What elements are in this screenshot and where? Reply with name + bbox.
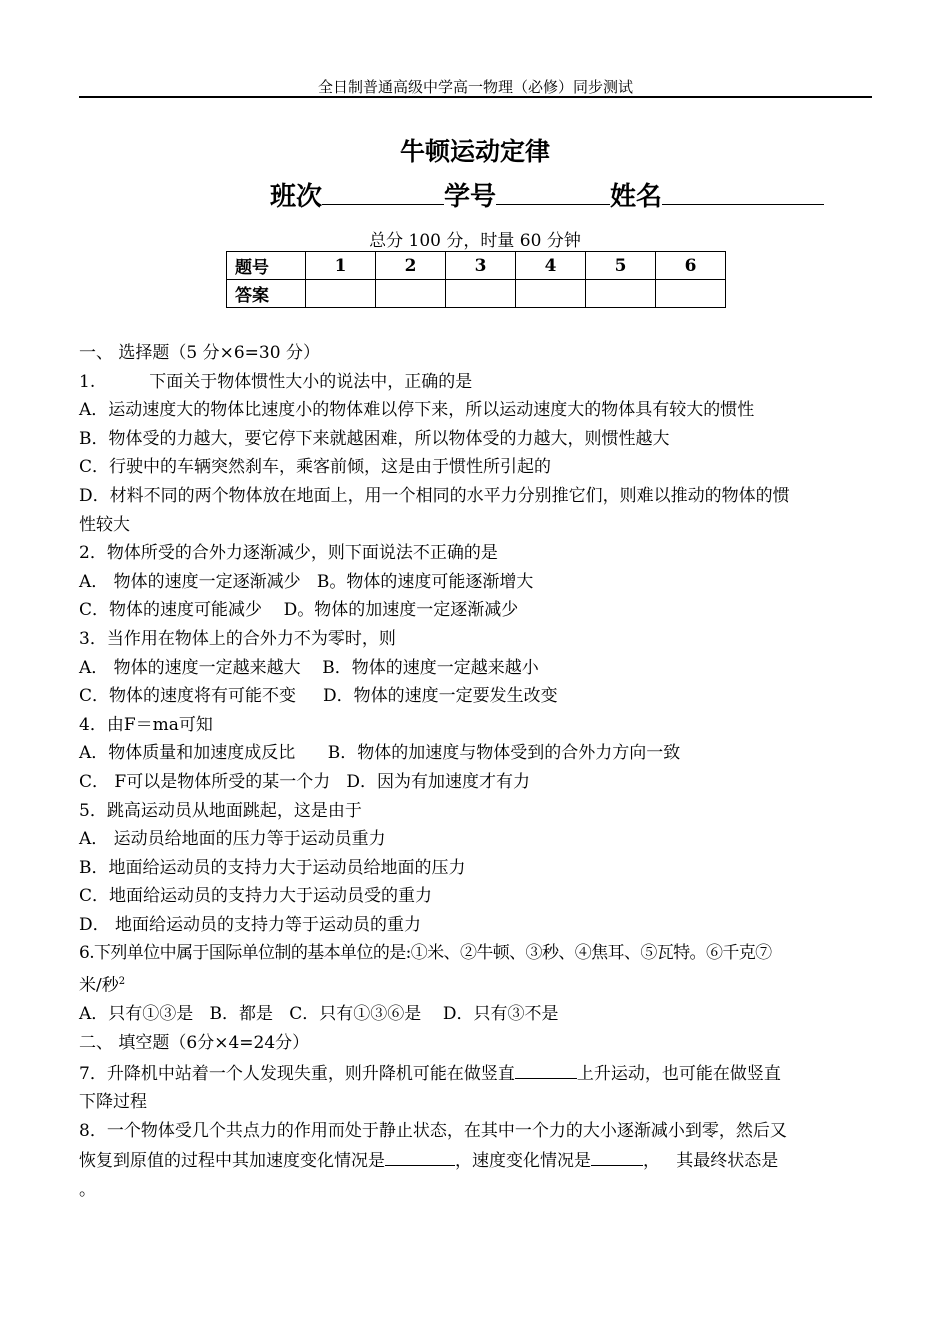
q1-option-b: B．物体受的力越大，要它停下来就越困难，所以物体受的力越大，则惯性越大 — [79, 428, 670, 449]
answer-cell — [446, 280, 516, 308]
q6-options: A．只有①③是 B．都是 C．只有①③⑥是 D．只有③不是 — [79, 1004, 559, 1025]
q6-stem-cont — [79, 968, 879, 1000]
q6-stem: 6.下列单位中属于国际单位制的基本单位的是:①米、②牛顿、③秒、④焦耳、⑤瓦特。⑥千克⑦ — [79, 943, 772, 964]
q1-option-c: C．行驶中的车辆突然刹车，乘客前倾，这是由于惯性所引起的 — [79, 457, 552, 478]
q3-options-ab: A． 物体的速度一定越来越大 B．物体的速度一定越来越小 — [79, 657, 539, 678]
student-info-row — [270, 176, 824, 213]
q7-blank — [515, 1058, 577, 1079]
question-number: 1 — [306, 252, 376, 280]
score-time-line: 总分 100 分，时量 60 分钟 — [369, 231, 581, 251]
q4-options-ab: A．物体质量和加速度成反比 B．物体的加速度与物体受到的合外力方向一致 — [79, 743, 681, 764]
answer-cell — [586, 280, 656, 308]
q6-unit: 米/秒 — [79, 975, 119, 996]
q8-text-a: 恢复到原值的过程中其加速度变化情况是 — [79, 1151, 385, 1172]
student-name-blank — [662, 178, 824, 205]
question-number: 3 — [446, 252, 516, 280]
student-name-label: 姓名 — [610, 182, 663, 212]
q1-option-d-cont: 性较大 — [79, 514, 130, 535]
answer-cell — [306, 280, 376, 308]
section-heading: 一、 选择题（5 分×6=30 分） — [79, 343, 320, 363]
q4-stem: 4．由F＝ma可知 — [79, 714, 213, 735]
q2-stem: 2．物体所受的合外力逐渐减少，则下面说法不正确的是 — [79, 543, 498, 564]
q8-text-b: ，速度变化情况是 — [455, 1151, 591, 1172]
q8-line2 — [79, 1145, 879, 1176]
class-label: 班次 — [270, 182, 323, 212]
student-id-label: 学号 — [444, 182, 497, 212]
q1-option-a: A．运动速度大的物体比速度小的物体难以停下来，所以运动速度大的物体具有较大的惯性 — [79, 400, 755, 421]
q1-stem: 1. 下面关于物体惯性大小的说法中，正确的是 — [79, 371, 473, 392]
header-rule — [79, 96, 872, 98]
q5-option-d: D． 地面给运动员的支持力等于运动员的重力 — [79, 914, 422, 935]
answer-table-row-numbers — [227, 252, 726, 280]
q8-text-c: ， 其最终状态是 — [643, 1151, 779, 1172]
q5-stem: 5．跳高运动员从地面跳起，这是由于 — [79, 800, 362, 821]
q8-line1: 8．一个物体受几个共点力的作用而处于静止状态，在其中一个力的大小逐渐减小到零，然后又 — [79, 1120, 787, 1141]
q3-stem: 3．当作用在物体上的合外力不为零时，则 — [79, 628, 396, 649]
q8-blank-accel — [385, 1145, 455, 1166]
page-header: 全日制普通高级中学高一物理（必修）同步测试 — [317, 78, 633, 96]
answer-cell — [376, 280, 446, 308]
question-number-label: 题号 — [227, 252, 306, 280]
answer-label: 答案 — [227, 280, 306, 308]
question-number: 6 — [656, 252, 726, 280]
q7-line1 — [79, 1058, 879, 1089]
answer-cell — [516, 280, 586, 308]
class-blank — [322, 178, 444, 205]
question-number: 5 — [586, 252, 656, 280]
q6-unit-exponent: 2 — [118, 976, 126, 988]
q2-options-ab: A． 物体的速度一定逐渐减少 B。物体的速度可能逐渐增大 — [79, 571, 534, 592]
q2-options-cd: C．物体的速度可能减少 D。物体的加速度一定逐渐减少 — [79, 600, 519, 621]
answer-cell — [656, 280, 726, 308]
q5-option-c: C．地面给运动员的支持力大于运动员受的重力 — [79, 886, 433, 907]
answer-table — [226, 251, 726, 308]
q7-text-a: 7．升降机中站着一个人发现失重，则升降机可能在做竖直 — [79, 1063, 515, 1084]
q5-option-b: B．地面给运动员的支持力大于运动员给地面的压力 — [79, 857, 466, 878]
q8-blank-velocity — [591, 1145, 643, 1166]
q5-option-a: A． 运动员给地面的压力等于运动员重力 — [79, 829, 386, 850]
q8-line3: 。 — [79, 1179, 96, 1200]
section-heading: 二、 填空题（6分×4=24分） — [79, 1032, 310, 1053]
q3-options-cd: C．物体的速度将有可能不变 D．物体的速度一定要发生改变 — [79, 686, 558, 707]
page-title: 牛顿运动定律 — [399, 137, 550, 166]
q4-options-cd: C． F可以是物体所受的某一个力 D．因为有加速度才有力 — [79, 771, 531, 792]
q7-text-b: 上升运动，也可能在做竖直 — [576, 1063, 781, 1084]
student-id-blank — [496, 178, 610, 205]
questions-block — [79, 339, 879, 1204]
q7-line2: 下降过程 — [79, 1092, 147, 1113]
answer-table-row-answers — [227, 280, 726, 308]
q1-option-d: D．材料不同的两个物体放在地面上，用一个相同的水平力分别推它们，则难以推动的物体的惯 — [79, 485, 790, 506]
question-number: 4 — [516, 252, 586, 280]
question-number: 2 — [376, 252, 446, 280]
